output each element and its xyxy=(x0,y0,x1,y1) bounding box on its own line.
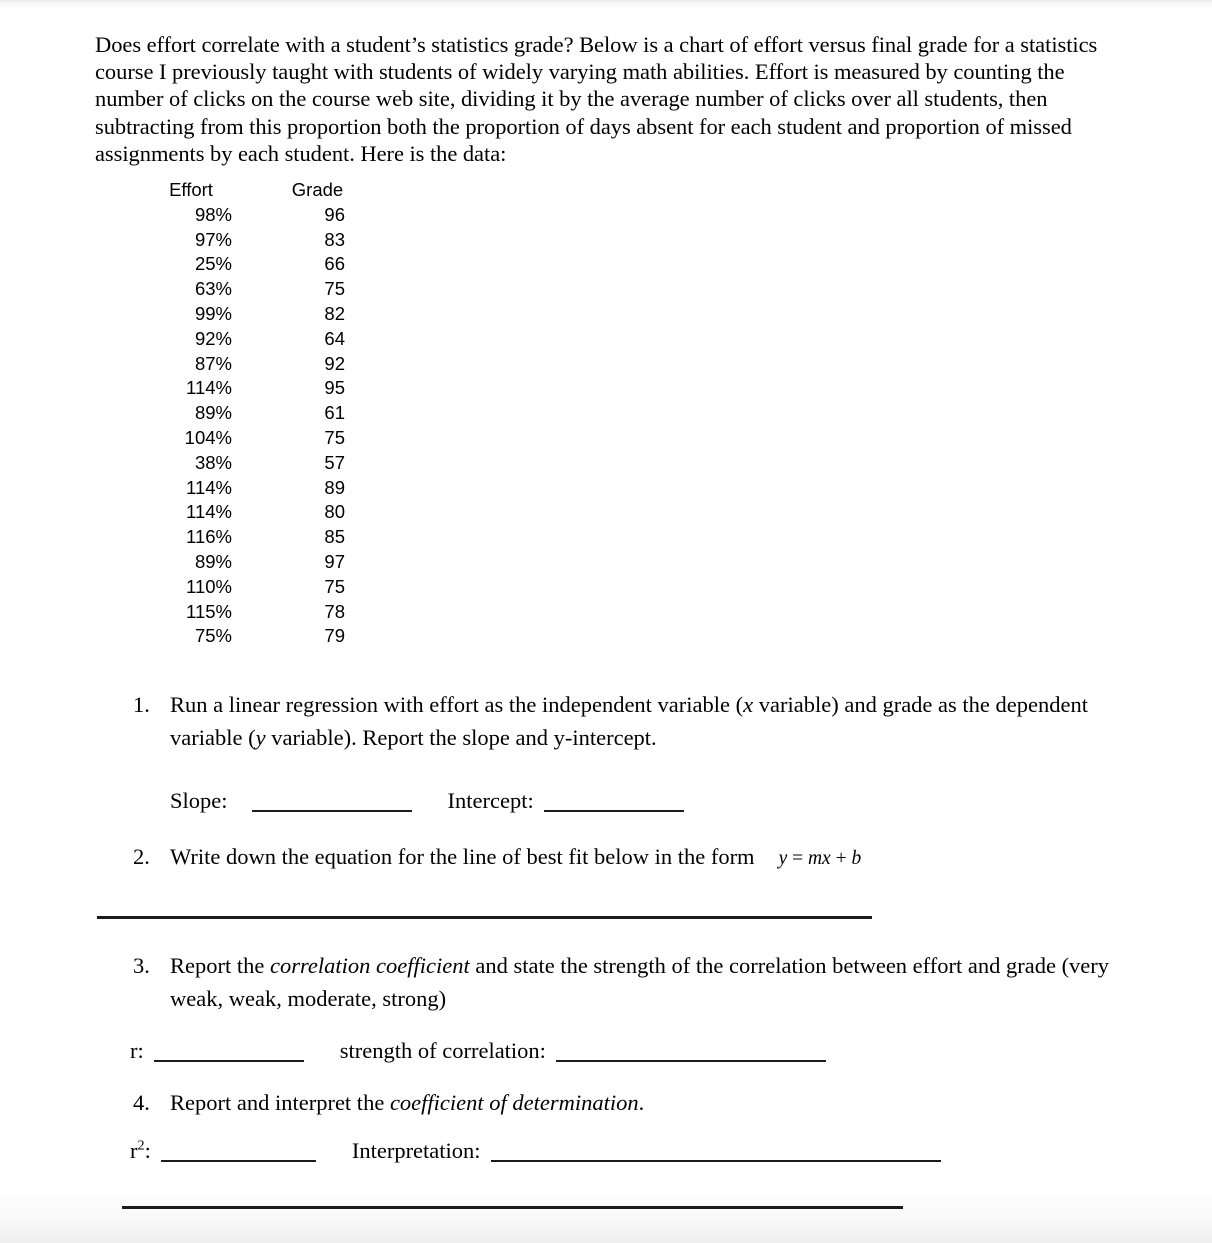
cell-spacer xyxy=(232,277,290,302)
cell-effort: 114% xyxy=(186,476,232,498)
question-4-number: 4. xyxy=(133,1090,150,1115)
r2-interpretation-answer-row xyxy=(130,1136,941,1166)
cell-spacer xyxy=(232,476,290,501)
cell-effort: 89% xyxy=(194,402,232,424)
table-row xyxy=(150,277,345,302)
cell-grade: 89 xyxy=(324,476,345,498)
cell-spacer xyxy=(232,401,290,426)
table-row xyxy=(150,624,345,649)
cell-grade: 75 xyxy=(324,278,345,300)
cell-grade: 75 xyxy=(324,426,345,448)
question-1-text xyxy=(170,688,1120,754)
intercept-answer-blank[interactable] xyxy=(544,810,684,812)
cell-grade: 57 xyxy=(324,451,345,473)
cell-spacer xyxy=(232,327,290,352)
cell-spacer xyxy=(232,376,290,401)
cell-grade: 82 xyxy=(324,302,345,324)
r-label: r: xyxy=(130,1038,144,1063)
cell-grade: 64 xyxy=(324,327,345,349)
slope-intercept-answer-row xyxy=(170,786,684,816)
cell-spacer xyxy=(232,624,290,649)
q1-italic-y: y xyxy=(255,725,266,750)
strength-answer-blank[interactable] xyxy=(556,1060,826,1062)
interpretation-answer-blank[interactable] xyxy=(491,1160,941,1162)
r-squared-superscript: 2 xyxy=(137,1137,145,1154)
q1-text-a: Run a linear regression with effort as the independent variable ( xyxy=(170,692,744,717)
r-squared-label xyxy=(130,1138,151,1163)
intro-paragraph: Does effort correlate with a student’s statistics grade? Below is a chart of effort versus final grade for a statistics course I previously taught with students of widely varying math abilities. Effort is measured by counting the number of clicks on the course web site, dividing it by the average number of clicks over all students, then subtracting from this proportion both the proportion of days absent for each student and proportion of missed assignments by each student. Here is the data: xyxy=(95,31,1098,167)
column-header-grade: Grade xyxy=(291,179,344,200)
q1-italic-x: x xyxy=(743,692,754,717)
cell-grade: 92 xyxy=(324,352,345,374)
q4-text-b: . xyxy=(638,1090,645,1115)
cell-effort: 114% xyxy=(186,501,232,523)
cell-spacer xyxy=(232,500,290,525)
effort-grade-table xyxy=(150,178,345,649)
cell-grade: 75 xyxy=(324,575,345,597)
table-row xyxy=(150,525,345,550)
cell-grade: 66 xyxy=(324,253,345,275)
cell-effort: 89% xyxy=(194,550,232,572)
q4-italic-term: coefficient of determination xyxy=(389,1090,639,1115)
equation-answer-rule[interactable] xyxy=(97,916,872,919)
cell-spacer xyxy=(232,550,290,575)
table-row xyxy=(150,252,345,277)
question-2-number: 2. xyxy=(133,844,150,869)
question-1-number: 1. xyxy=(133,692,150,717)
q3-text-b: and state the strength of the correlation between effort and grade (very weak, weak, moderate, strong) xyxy=(170,953,1110,1011)
question-3-text xyxy=(170,949,1120,1015)
cell-effort: 63% xyxy=(194,278,232,300)
table-row xyxy=(150,550,345,575)
cell-spacer xyxy=(232,302,290,327)
interpretation-continuation-rule[interactable] xyxy=(122,1206,903,1209)
cell-grade: 96 xyxy=(324,203,345,225)
equation-y: y xyxy=(778,848,788,869)
cell-effort: 116% xyxy=(186,526,232,548)
slope-label: Slope: xyxy=(170,788,228,813)
cell-effort: 99% xyxy=(194,302,232,324)
cell-spacer xyxy=(232,228,290,253)
cell-effort: 98% xyxy=(194,203,232,225)
table-row xyxy=(150,376,345,401)
interpretation-label: Interpretation: xyxy=(351,1138,481,1163)
cell-effort: 104% xyxy=(184,426,232,448)
table-row xyxy=(150,401,345,426)
r-squared-base: r xyxy=(130,1138,138,1163)
cell-grade: 85 xyxy=(324,526,345,548)
table-row xyxy=(150,426,345,451)
intercept-label: Intercept: xyxy=(447,788,534,813)
cell-effort: 25% xyxy=(194,253,232,275)
r-strength-answer-row xyxy=(130,1036,826,1066)
q1-text-c: variable). Report the slope and y-intercept. xyxy=(265,725,657,750)
cell-grade: 95 xyxy=(324,377,345,399)
question-4-text xyxy=(170,1086,1120,1119)
cell-effort: 114% xyxy=(186,377,232,399)
question-2-text xyxy=(170,840,1120,875)
cell-grade: 80 xyxy=(324,501,345,523)
q1-text-b: variable) and grade as the dependent variable ( xyxy=(170,692,1088,750)
q2-text: Write down the equation for the line of best fit below in the form xyxy=(170,844,755,869)
table-row xyxy=(150,575,345,600)
cell-spacer xyxy=(232,426,290,451)
q3-text-a: Report the xyxy=(170,953,270,978)
equation-plus: + xyxy=(835,848,847,869)
cell-spacer xyxy=(232,525,290,550)
strength-label: strength of correlation: xyxy=(339,1038,546,1063)
table-row xyxy=(150,228,345,253)
cell-spacer xyxy=(232,352,290,377)
equation-b: b xyxy=(851,848,862,869)
table-row xyxy=(150,476,345,501)
r-answer-blank[interactable] xyxy=(154,1060,304,1062)
table-header-row xyxy=(150,178,345,203)
cell-effort: 115% xyxy=(186,600,232,622)
cell-effort: 110% xyxy=(186,575,232,597)
line-equation xyxy=(779,848,862,869)
r-squared-answer-blank[interactable] xyxy=(161,1160,316,1162)
q4-text-a: Report and interpret the xyxy=(170,1090,390,1115)
cell-spacer xyxy=(232,451,290,476)
column-header-effort: Effort xyxy=(169,179,213,200)
table-row xyxy=(150,451,345,476)
q3-italic-term: correlation coefficient xyxy=(269,953,470,978)
slope-answer-blank[interactable] xyxy=(252,810,412,812)
cell-effort: 92% xyxy=(194,327,232,349)
table-row xyxy=(150,352,345,377)
cell-spacer xyxy=(232,203,290,228)
cell-spacer xyxy=(232,252,290,277)
column-spacer xyxy=(232,178,290,203)
cell-effort: 97% xyxy=(194,228,232,250)
cell-grade: 97 xyxy=(324,550,345,572)
cell-effort: 75% xyxy=(194,625,232,647)
cell-spacer xyxy=(232,600,290,625)
cell-grade: 78 xyxy=(324,600,345,622)
cell-spacer xyxy=(232,575,290,600)
table-row xyxy=(150,500,345,525)
table-row xyxy=(150,327,345,352)
r-squared-colon: : xyxy=(144,1138,151,1163)
table-row xyxy=(150,203,345,228)
table-row xyxy=(150,302,345,327)
cell-grade: 61 xyxy=(324,402,345,424)
cell-effort: 38% xyxy=(194,451,232,473)
table-row xyxy=(150,600,345,625)
cell-grade: 79 xyxy=(324,625,345,647)
cell-effort: 87% xyxy=(194,352,232,374)
equation-mx: mx xyxy=(807,848,831,869)
equation-equals: = xyxy=(792,848,804,869)
question-3-number: 3. xyxy=(133,953,150,978)
cell-grade: 83 xyxy=(324,228,345,250)
